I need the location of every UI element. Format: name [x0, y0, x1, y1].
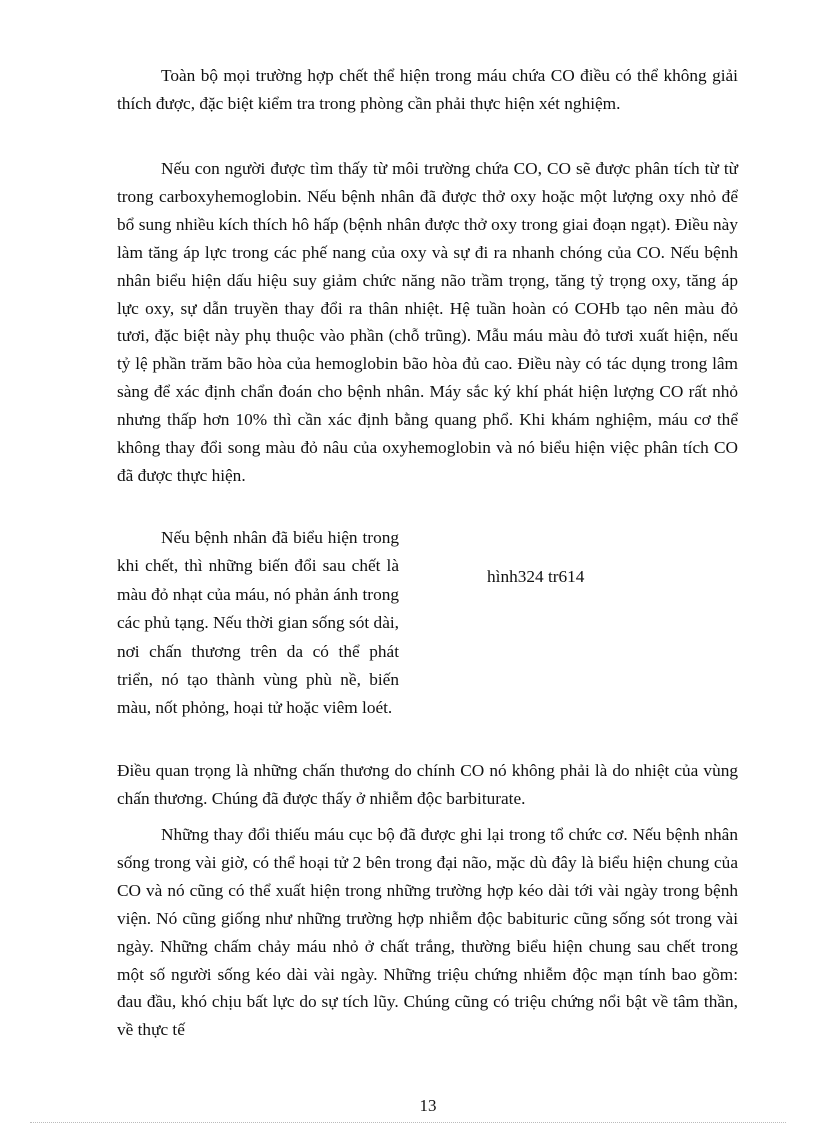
paragraph-postmortem-column: Nếu bệnh nhân đã biểu hiện trong khi chết, thì những biến đổi sau chết là màu đỏ nhạt của máu, nó phản ánh trong các phủ tạng. Nếu thời gian sống sót dài, nơi chấn thương trên da có thể phát triển, nó tạo thành vùng phù nề, biến màu, nốt phỏng, hoại tử hoặc viêm loét. [117, 528, 399, 718]
paragraph-co-analysis: Nếu con người được tìm thấy từ môi trường chứa CO, CO sẽ được phân tích từ từ trong carboxyhemoglobin. Nếu bệnh nhân đã được thở oxy hoặc một lượng oxy nhỏ để bổ sung nhiều kích thích hô hấp (bệnh nhân được thở oxy trong giai đoạn ngạt). Điều này làm tăng áp lực trong các phế nang của oxy và sự đi ra nhanh chóng của CO. Nếu bệnh nhân biểu hiện dấu hiệu suy giảm chức năng não trầm trọng, tăng tỷ trọng oxy, tăng áp lực oxy, sự dẫn truyền thay đổi ra thân nhiệt. Hệ tuần hoàn có COHb tạo nên màu đỏ tươi, đặc biệt này phụ thuộc vào phần (chỗ trũng). Mẫu máu màu đỏ tươi xuất hiện, nếu tỷ lệ phần trăm bão hòa của hemoglobin bão hòa đủ cao. Điều này có tác dụng trong lâm sàng để xác định chẩn đoán cho bệnh nhân. Máy sắc ký khí phát hiện lượng CO rất nhỏ nhưng thấp hơn 10% thì cần xác định bằng quang phổ. Khi khám nghiệm, máu cơ thể không thay đổi song màu đỏ nâu của oxyhemoglobin và nó biểu hiện việc phân tích CO đã được thực hiện. [117, 159, 738, 485]
paragraph-ischemic-changes: Những thay đổi thiếu máu cục bộ đã được ghi lại trong tổ chức cơ. Nếu bệnh nhân sống trong vài giờ, có thể hoại tử 2 bên trong đại não, mặc dù đây là biểu hiện chung của CO và nó cũng có thể xuất hiện trong những trường hợp kéo dài tới vài ngày trong bệnh viện. Nó cũng giống như những trường hợp nhiễm độc babituric cũng sống sót trong vài ngày. Những chấm chảy máu nhỏ ở chất trắng, thường biểu hiện chung sau chết trong một số người sống kéo dài vài ngày. Những triệu chứng nhiễm độc mạn tính bao gồm: đau đầu, khó chịu bất lực do sự tích lũy. Chúng cũng có triệu chứng nổi bật về tâm thần, về thực tế [117, 825, 738, 1040]
page-number: 13 [419, 1096, 437, 1115]
paragraph-intro: Toàn bộ mọi trường hợp chết thể hiện trong máu chứa CO điều có thể không giải thích được, đặc biệt kiểm tra trong phòng cần phải thực hiện xét nghiệm. [117, 66, 738, 113]
figure-placeholder-label: hình324 tr614 [487, 567, 585, 586]
paragraph-postmortem-continued: Điều quan trọng là những chấn thương do chính CO nó không phải là do nhiệt của vùng chấn thương. Chúng đã được thấy ở nhiễm độc barbiturate. [117, 761, 738, 808]
